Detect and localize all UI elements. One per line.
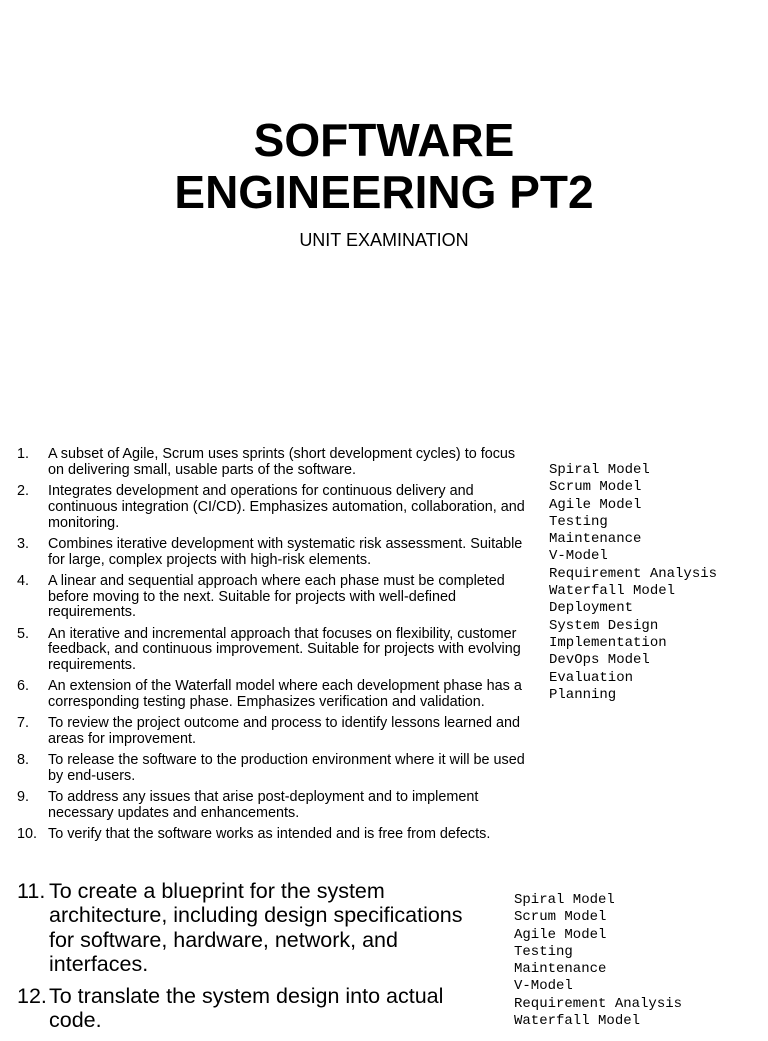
question-number: 1. (17, 446, 30, 462)
page-subtitle: UNIT EXAMINATION (299, 230, 469, 250)
question-number: 10. (17, 826, 38, 843)
word-bank-item: Waterfall Model (514, 1013, 641, 1030)
question-text: An iterative and incremental approach that focuses on flexibility, customer feedback, and continuous improvement. Suitable for projects with evolving requirements. (48, 625, 521, 674)
word-bank-item: Maintenance (549, 531, 642, 548)
question-text: An extension of the Waterfall model where each development phase has a corresponding testing phase. Emphasizes verification and validation. (48, 678, 522, 711)
question-item (17, 679, 532, 711)
word-bank-continued (514, 892, 682, 1030)
question-item (17, 716, 532, 748)
question-number: 5. (17, 625, 30, 642)
question-list (17, 447, 532, 848)
word-bank-item: Spiral Model (549, 462, 650, 478)
question-number: 3. (17, 535, 30, 552)
question-text: To verify that the software works as intended and is free from defects. (48, 826, 491, 843)
question-text: Integrates development and operations for continuous delivery and continuous integration (CI/CD). Emphasizes automation, collaboration, and monitoring. (48, 482, 525, 531)
word-bank-item: Evaluation (549, 669, 634, 686)
word-bank-item: Scrum Model (514, 909, 607, 926)
word-bank-item: System Design (549, 617, 659, 634)
question-item (17, 447, 532, 479)
question-item (17, 827, 532, 843)
word-bank (549, 462, 717, 704)
question-number: 12. (17, 984, 47, 1009)
question-item (17, 790, 532, 822)
word-bank-item: Maintenance (514, 961, 607, 978)
word-bank-item: Requirement Analysis (549, 565, 718, 582)
word-bank-item: Implementation (549, 634, 667, 651)
question-number: 7. (17, 715, 30, 732)
question-item (17, 574, 532, 621)
question-number: 9. (17, 789, 30, 806)
word-bank-item: Deployment (549, 600, 634, 617)
question-text: To review the project outcome and process to identify lessons learned and areas for improvement. (48, 715, 520, 748)
question-number: 2. (17, 482, 30, 499)
word-bank-item: Planning (549, 686, 617, 703)
word-bank-item: Testing (549, 513, 608, 530)
word-bank-item: Requirement Analysis (514, 995, 683, 1012)
question-text: A linear and sequential approach where each phase must be completed before moving to the next. Suitable for projects with well-defined requirements. (48, 572, 505, 621)
word-bank-item: Spiral Model (514, 892, 615, 908)
page-title (0, 114, 768, 218)
word-bank-item: Waterfall Model (549, 583, 676, 600)
question-text: To translate the system design into actual code. (49, 984, 444, 1033)
question-number: 11. (17, 879, 46, 903)
question-text: Combines iterative development with systematic risk assessment. Suitable for large, complex projects with high-risk elements. (48, 535, 523, 568)
word-bank-item: V-Model (549, 548, 608, 565)
title-line-2: ENGINEERING PT2 (174, 166, 594, 218)
question-text: To create a blueprint for the system architecture, including design specifications for software, hardware, network, and interfaces. (49, 879, 463, 976)
question-text: To address any issues that arise post-deployment and to implement necessary updates and enhancements. (48, 789, 479, 822)
question-number: 8. (17, 752, 30, 769)
question-text: A subset of Agile, Scrum uses sprints (short development cycles) to focus on delivering small, usable parts of the software. (48, 446, 516, 478)
question-text: To release the software to the production environment where it will be used by end-users. (48, 752, 525, 785)
word-bank-item: Agile Model (549, 496, 642, 513)
word-bank-item: Scrum Model (549, 479, 642, 496)
word-bank-item: V-Model (514, 978, 573, 995)
question-item (17, 537, 532, 569)
question-item (17, 484, 532, 531)
question-number: 4. (17, 572, 30, 589)
question-item (17, 879, 487, 976)
question-item (17, 984, 487, 1033)
title-line-1: SOFTWARE (253, 114, 515, 166)
question-list-continued (17, 879, 487, 1041)
word-bank-item: Agile Model (514, 926, 607, 943)
question-item (17, 627, 532, 674)
question-number: 6. (17, 678, 30, 695)
word-bank-item: DevOps Model (549, 652, 650, 669)
question-item (17, 753, 532, 785)
word-bank-item: Testing (514, 943, 573, 960)
